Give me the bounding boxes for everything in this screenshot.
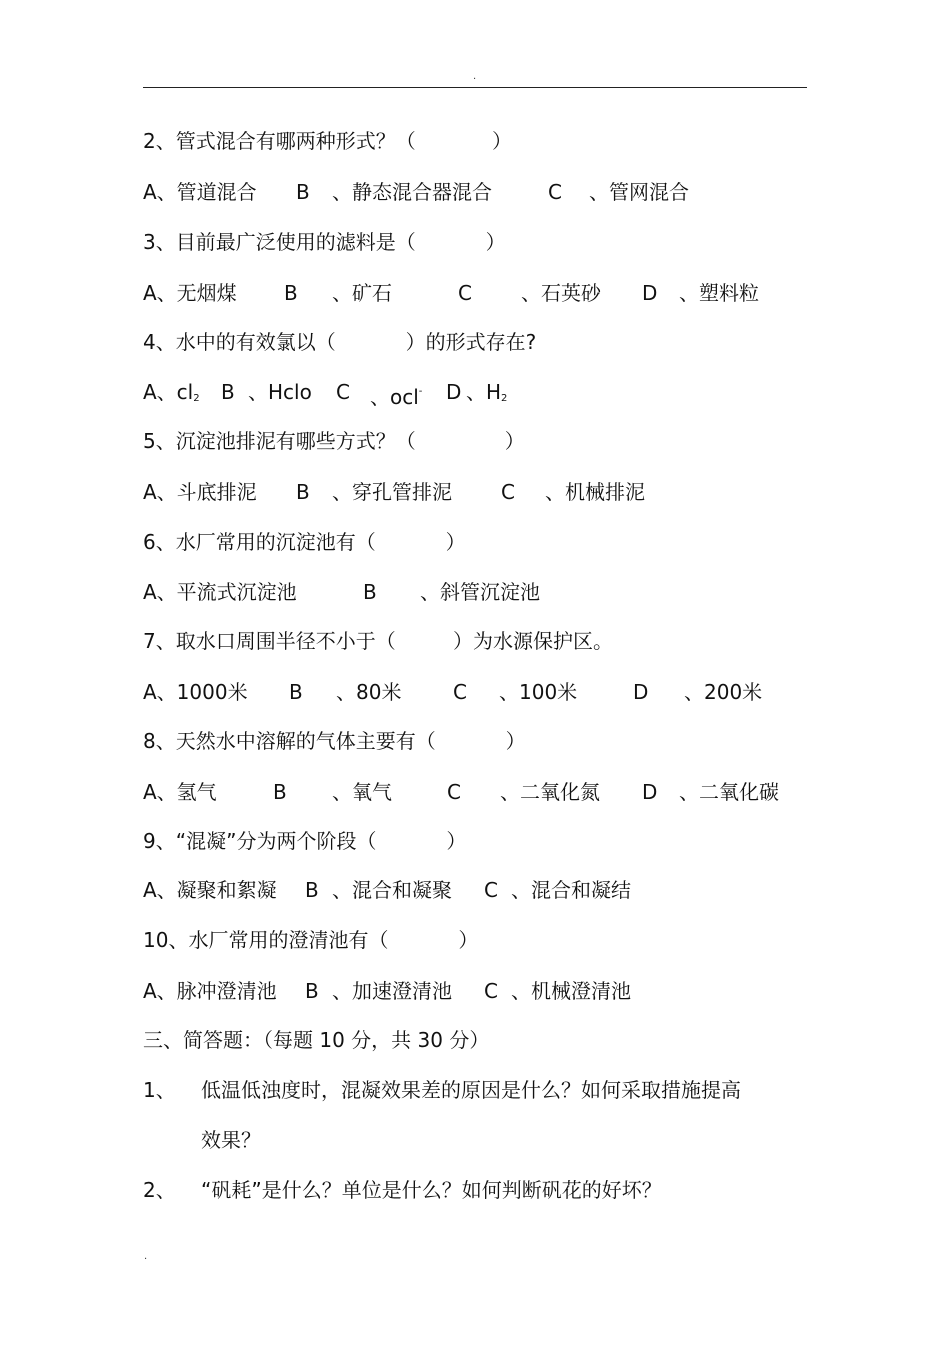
option-d-letter: D: [633, 680, 649, 704]
option-c-letter: C: [484, 878, 498, 902]
option-d-subscript: 2: [501, 393, 508, 404]
question-10: 10、水厂常用的澄清池有（ ）: [143, 928, 479, 952]
option-c-letter: C: [453, 680, 467, 704]
item-text-continued: 效果？: [201, 1128, 261, 1152]
option-c-superscript: -: [418, 386, 423, 397]
option-a: A、1000米: [143, 680, 248, 704]
option-c: 、管网混合: [589, 180, 689, 204]
option-b-letter: B: [273, 780, 287, 804]
option-c: 、混合和凝结: [511, 878, 631, 902]
question-4: 4、水中的有效氯以（ ）的形式存在?: [143, 330, 537, 354]
option-c: 、机械排泥: [545, 480, 645, 504]
option-b: 、加速澄清池: [332, 979, 452, 1003]
option-a: A、氢气: [143, 780, 217, 804]
question-2: 2、管式混合有哪两种形式？（ ）: [143, 129, 513, 153]
option-d: 、200米: [684, 680, 763, 704]
option-c: 、二氧化氮: [500, 780, 600, 804]
option-b-letter: B: [221, 380, 235, 404]
option-d-text: 、H: [466, 380, 502, 404]
option-a: A、平流式沉淀池: [143, 580, 297, 604]
option-d: 、塑料粒: [679, 281, 759, 305]
header-rule: [143, 87, 807, 88]
option-b: 、Hclo: [248, 380, 312, 404]
option-c: 、石英砂: [521, 281, 601, 305]
option-a: A、无烟煤: [143, 281, 237, 305]
option-b-letter: B: [363, 580, 377, 604]
option-b: 、静态混合器混合: [332, 180, 492, 204]
option-a: A、斗底排泥: [143, 480, 257, 504]
option-b: 、80米: [336, 680, 402, 704]
question-3: 3、目前最广泛使用的滤料是（ ）: [143, 230, 506, 254]
option-b: 、矿石: [332, 281, 392, 305]
option-c-letter: C: [458, 281, 472, 305]
item-number: 1、: [143, 1078, 176, 1102]
option-d: 、二氧化碳: [679, 780, 779, 804]
option-b: 、氧气: [332, 780, 392, 804]
option-d-letter: D: [642, 780, 658, 804]
option-c-letter: C: [336, 380, 350, 404]
option-d-letter: D: [642, 281, 658, 305]
question-5: 5、沉淀池排泥有哪些方式？（ ）: [143, 429, 525, 453]
question-8: 8、天然水中溶解的气体主要有（ ）: [143, 729, 526, 753]
option-c-letter: C: [548, 180, 562, 204]
option-d-letter: D: [446, 380, 462, 404]
option-b-letter: B: [305, 878, 319, 902]
option-b: 、穿孔管排泥: [332, 480, 452, 504]
option-c-letter: C: [501, 480, 515, 504]
option-a-text: A、cl: [143, 380, 194, 404]
option-c-letter: C: [484, 979, 498, 1003]
option-a-subscript: 2: [193, 393, 200, 404]
option-b-letter: B: [305, 979, 319, 1003]
option-a: A、管道混合: [143, 180, 257, 204]
option-a: [143, 380, 200, 411]
option-c-text: 、ocl: [370, 385, 419, 409]
option-c: 、机械澄清池: [511, 979, 631, 1003]
option-b-letter: B: [296, 480, 310, 504]
section-3-heading: 三、简答题：（每题 10 分，共 30 分）: [143, 1028, 490, 1052]
option-b-letter: B: [289, 680, 303, 704]
option-c: 、100米: [499, 680, 578, 704]
item-number: 2、: [143, 1178, 176, 1202]
question-9: 9、“混凝”分为两个阶段（ ）: [143, 829, 467, 853]
option-c-letter: C: [447, 780, 461, 804]
option-b-letter: B: [296, 180, 310, 204]
header-mark: .: [473, 71, 477, 82]
question-6: 6、水厂常用的沉淀池有（ ）: [143, 530, 466, 554]
option-c: [370, 380, 422, 409]
option-d: [466, 380, 507, 411]
option-a: A、凝聚和絮凝: [143, 878, 277, 902]
footer-mark: .: [144, 1251, 148, 1262]
question-7: 7、取水口周围半径不小于（ ）为水源保护区。: [143, 629, 613, 653]
item-text: 低温低浊度时，混凝效果差的原因是什么？如何采取措施提高: [201, 1078, 741, 1102]
option-b-letter: B: [284, 281, 298, 305]
option-b: 、斜管沉淀池: [420, 580, 540, 604]
option-a: A、脉冲澄清池: [143, 979, 277, 1003]
item-text: “矾耗”是什么？单位是什么？如何判断矾花的好坏？: [201, 1178, 662, 1202]
option-b: 、混合和凝聚: [332, 878, 452, 902]
